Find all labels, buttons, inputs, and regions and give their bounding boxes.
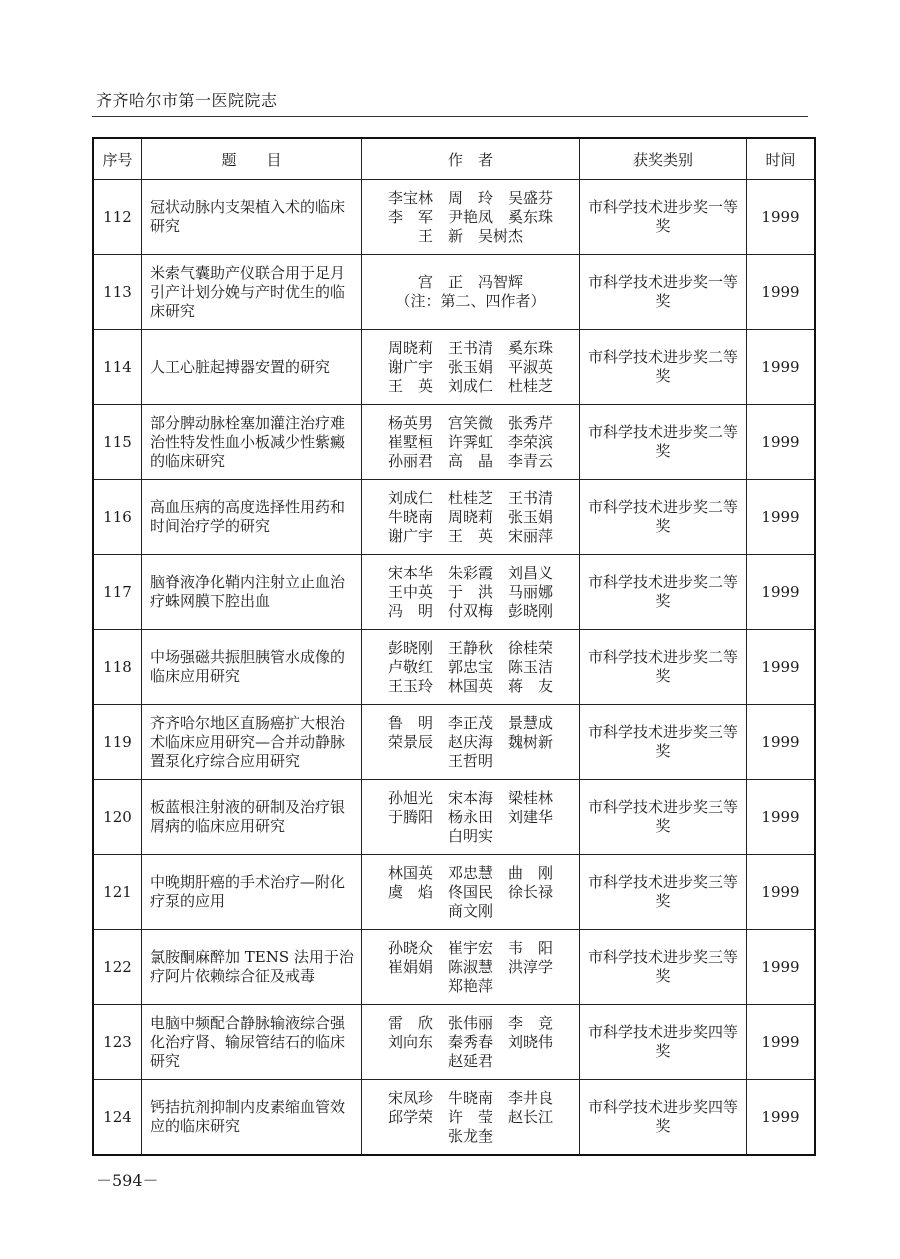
authors-cell (362, 555, 580, 630)
author-line: 卢敬红 郭忠宝 陈玉洁 (387, 657, 553, 676)
author-line: 邱学荣 许 莹 赵长江 (387, 1107, 553, 1126)
row-number: 122 (93, 930, 142, 1005)
row-number: 115 (93, 405, 142, 480)
award-year: 1999 (747, 780, 816, 855)
award-category: 市科学技术进步奖三等奖 (587, 948, 738, 985)
author-line: 宫 正 冯智辉 (417, 273, 523, 291)
award-category-cell (580, 180, 747, 255)
title-cell (142, 330, 362, 405)
row-number: 120 (93, 780, 142, 855)
table-row (93, 330, 815, 405)
table-row (93, 855, 815, 930)
award-year: 1999 (747, 555, 816, 630)
award-category-cell (580, 255, 747, 330)
award-category-cell (580, 555, 747, 630)
project-title: 部分脾动脉栓塞加灌注治疗难治性特发性血小板减少性紫癜的临床研究 (150, 413, 346, 470)
award-category-cell (580, 855, 747, 930)
author-line: 雷 欣 张伟丽 李 竞 (387, 1013, 553, 1032)
author-line: 王 新 吴树杰 (417, 226, 523, 245)
award-category: 市科学技术进步奖二等奖 (587, 348, 738, 385)
award-year: 1999 (747, 405, 816, 480)
authors-cell (362, 855, 580, 930)
award-category: 市科学技术进步奖一等奖 (587, 273, 738, 310)
project-title: 氯胺酮麻醉加 TENS 法用于治疗阿片依赖综合征及戒毒 (150, 948, 354, 985)
award-category: 市科学技术进步奖三等奖 (587, 723, 738, 760)
title-cell (142, 255, 362, 330)
award-category: 市科学技术进步奖一等奖 (587, 198, 738, 235)
authors-cell (362, 630, 580, 705)
award-year: 1999 (747, 255, 816, 330)
project-title: 中晚期肝癌的手术治疗—附化疗泵的应用 (150, 873, 346, 910)
award-year: 1999 (747, 930, 816, 1005)
title-cell (142, 180, 362, 255)
author-line: 冯 明 付双梅 彭晓刚 (387, 601, 553, 620)
title-cell (142, 405, 362, 480)
award-category: 市科学技术进步奖二等奖 (587, 423, 738, 460)
award-category-cell (580, 1080, 747, 1156)
authors-cell (362, 405, 580, 480)
title-cell (142, 780, 362, 855)
author-line: 王玉玲 林国英 蒋 友 (387, 676, 553, 695)
title-cell (142, 1080, 362, 1156)
table-row (93, 630, 815, 705)
page-number: －594－ (96, 1171, 159, 1190)
col-header-no: 序号 (93, 138, 142, 180)
table-row (93, 405, 815, 480)
project-title: 齐齐哈尔地区直肠癌扩大根治术临床应用研究—合并动静脉置泵化疗综合应用研究 (150, 713, 346, 770)
table-row (93, 255, 815, 330)
authors-cell (362, 330, 580, 405)
authors-cell (362, 780, 580, 855)
project-title: 脑脊液净化鞘内注射立止血治疗蛛网膜下腔出血 (150, 573, 346, 610)
author-line: 林国英 邓忠慧 曲 刚 (387, 863, 553, 882)
author-line: 孙晓众 崔宇宏 韦 阳 (387, 938, 553, 957)
author-line: 王中英 于 洪 马丽娜 (387, 582, 553, 601)
award-category: 市科学技术进步奖四等奖 (587, 1098, 738, 1135)
award-category-cell (580, 780, 747, 855)
project-title: 电脑中频配合静脉输液综合强化治疗肾、输尿管结石的临床研究 (150, 1013, 346, 1070)
award-category-cell (580, 630, 747, 705)
award-year: 1999 (747, 630, 816, 705)
row-number: 117 (93, 555, 142, 630)
author-line: 李宝林 周 玲 吴盛芬 (387, 188, 553, 207)
award-category-cell (580, 480, 747, 555)
running-title: 齐齐哈尔市第一医院院志 (96, 91, 278, 110)
authors-cell (362, 1080, 580, 1156)
award-year: 1999 (747, 180, 816, 255)
row-number: 116 (93, 480, 142, 555)
authors-cell (362, 180, 580, 255)
author-line: 彭晓刚 王静秋 徐桂荣 (387, 638, 553, 657)
authors-cell (362, 480, 580, 555)
award-category-cell (580, 1005, 747, 1080)
table-row (93, 930, 815, 1005)
project-title: 板蓝根注射液的研制及治疗银屑病的临床应用研究 (150, 798, 346, 835)
table-row (93, 555, 815, 630)
author-line: 郑艳萍 (447, 976, 493, 995)
table-row (93, 1080, 815, 1156)
row-number: 121 (93, 855, 142, 930)
awards-table (92, 137, 816, 1156)
author-line: 刘成仁 杜桂芝 王书清 (387, 488, 553, 507)
row-number: 113 (93, 255, 142, 330)
award-category-cell (580, 330, 747, 405)
authors-cell (362, 1005, 580, 1080)
author-line: 崔墅桓 许霁虹 李荣滨 (387, 432, 553, 451)
authors-cell (362, 705, 580, 780)
table-row (93, 480, 815, 555)
award-category: 市科学技术进步奖二等奖 (587, 573, 738, 610)
award-category: 市科学技术进步奖四等奖 (587, 1023, 738, 1060)
author-line: 谢广宇 张玉娟 平淑英 (387, 357, 553, 376)
award-category-cell (580, 405, 747, 480)
award-category: 市科学技术进步奖三等奖 (587, 798, 738, 835)
row-number: 119 (93, 705, 142, 780)
award-year: 1999 (747, 705, 816, 780)
author-line: 谢广宇 王 英 宋丽萍 (387, 526, 553, 545)
header-rule (92, 116, 808, 117)
author-line: 崔娟娟 陈淑慧 洪淳学 (387, 957, 553, 976)
row-number: 112 (93, 180, 142, 255)
table-row (93, 780, 815, 855)
authors-cell (362, 255, 580, 330)
row-number: 114 (93, 330, 142, 405)
author-line: 宋凤珍 牛晓南 李井良 (387, 1088, 553, 1107)
award-category: 市科学技术进步奖二等奖 (587, 648, 738, 685)
award-category: 市科学技术进步奖三等奖 (587, 873, 738, 910)
table-row (93, 180, 815, 255)
author-line: 张龙奎 (447, 1126, 493, 1145)
author-line: 于腾阳 杨永田 刘建华 (387, 807, 553, 826)
row-number: 118 (93, 630, 142, 705)
author-line: 牛晓南 周晓莉 张玉娟 (387, 507, 553, 526)
title-cell (142, 630, 362, 705)
award-category-cell (580, 930, 747, 1005)
table-header-row (93, 138, 815, 180)
row-number: 124 (93, 1080, 142, 1156)
project-title: 钙拮抗剂抑制内皮素缩血管效应的临床研究 (150, 1098, 346, 1135)
project-title: 人工心脏起搏器安置的研究 (150, 357, 331, 376)
project-title: 冠状动脉内支架植入术的临床研究 (150, 198, 346, 235)
project-title: 高血压病的高度选择性用药和时间治疗学的研究 (150, 498, 346, 535)
award-year: 1999 (747, 855, 816, 930)
author-line: （注：第二、四作者） (395, 292, 546, 310)
award-year: 1999 (747, 480, 816, 555)
author-line: 王哲明 (447, 751, 493, 770)
author-line: 赵延君 (447, 1051, 493, 1070)
col-header-year: 时间 (747, 138, 816, 180)
author-line: 杨英男 宫笑微 张秀芹 (387, 413, 553, 432)
award-category: 市科学技术进步奖二等奖 (587, 498, 738, 535)
award-category-cell (580, 705, 747, 780)
author-line: 刘向东 秦秀春 刘晓伟 (387, 1032, 553, 1051)
author-line: 李 军 尹艳凤 奚东珠 (387, 207, 553, 226)
row-number: 123 (93, 1005, 142, 1080)
author-line: 宋本华 朱彩霞 刘昌义 (387, 563, 553, 582)
project-title: 米索气囊助产仪联合用于足月引产计划分娩与产时优生的临床研究 (150, 263, 346, 320)
author-line: 鲁 明 李正茂 景慧成 (387, 713, 553, 732)
author-line: 王 英 刘成仁 杜桂芝 (387, 376, 553, 395)
title-cell (142, 555, 362, 630)
col-header-authors: 作 者 (362, 138, 580, 180)
author-line: 荣景辰 赵庆海 魏树新 (387, 732, 553, 751)
author-line: 孙丽君 高 晶 李青云 (387, 451, 553, 470)
author-line: 白明实 (447, 826, 493, 845)
award-year: 1999 (747, 1005, 816, 1080)
project-title: 中场强磁共振胆胰管水成像的临床应用研究 (150, 648, 346, 685)
award-year: 1999 (747, 1080, 816, 1156)
author-line: 周晓莉 王书清 奚东珠 (387, 338, 553, 357)
table-row (93, 1005, 815, 1080)
title-cell (142, 1005, 362, 1080)
col-header-category: 获奖类别 (580, 138, 747, 180)
authors-cell (362, 930, 580, 1005)
award-year: 1999 (747, 330, 816, 405)
title-cell (142, 480, 362, 555)
col-header-title: 题 目 (142, 138, 362, 180)
author-line: 虞 焰 佟国民 徐长禄 (387, 882, 553, 901)
table-row (93, 705, 815, 780)
title-cell (142, 705, 362, 780)
title-cell (142, 930, 362, 1005)
title-cell (142, 855, 362, 930)
author-line: 孙旭光 宋本海 梁桂林 (387, 788, 553, 807)
author-line: 商文刚 (447, 901, 493, 920)
